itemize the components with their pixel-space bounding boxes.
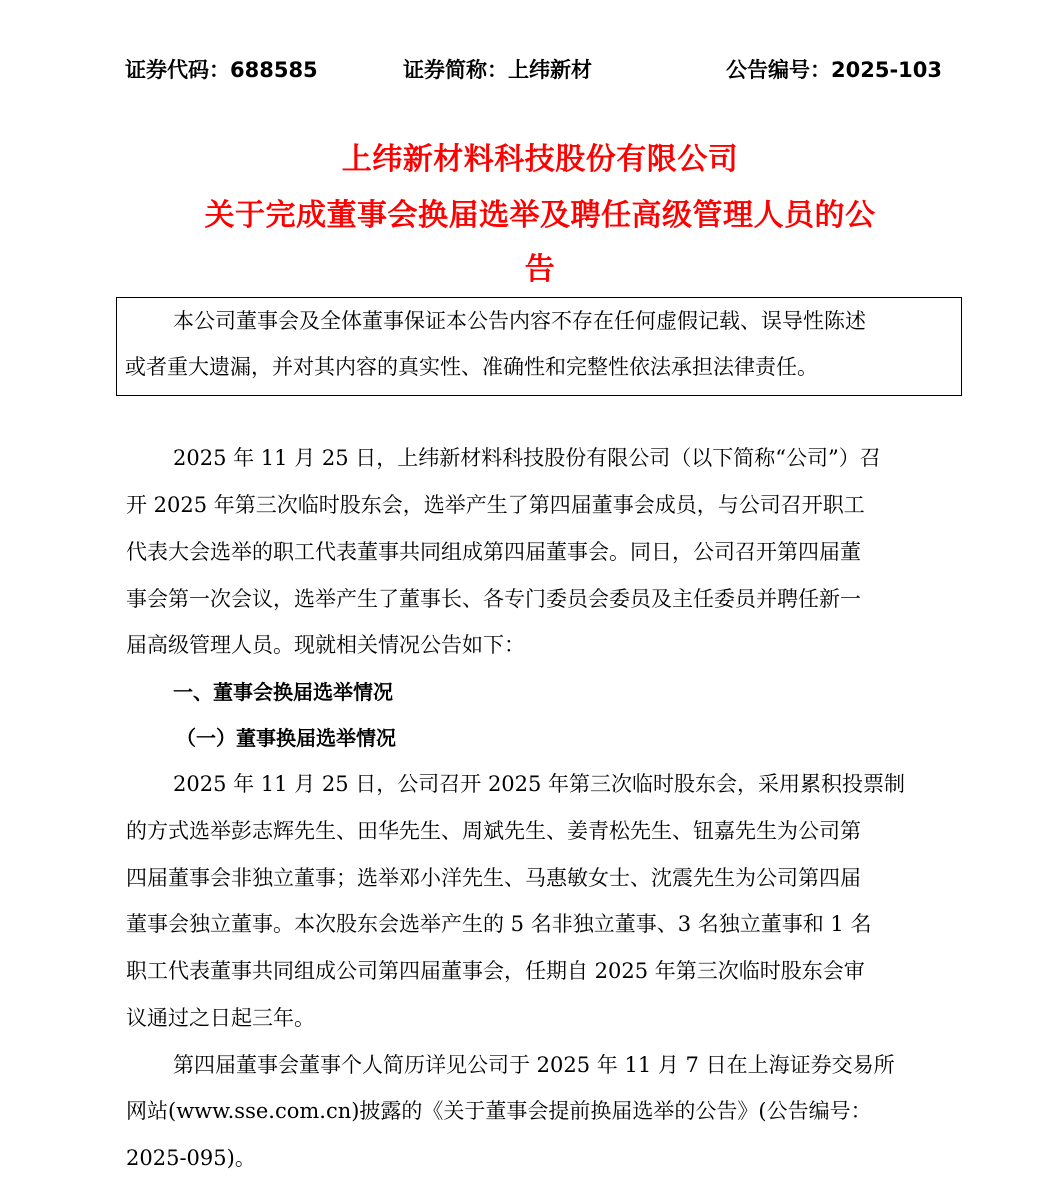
stock-code: 证券代码：688585 bbox=[125, 58, 318, 82]
stock-short-name: 证券简称：上纬新材 bbox=[403, 58, 592, 82]
intro-line: 2025 年 11 月 25 日，上纬新材料科技股份有限公司（以下简称“公司”）召 bbox=[173, 446, 881, 470]
intro-line: 开 2025 年第三次临时股东会，选举产生了第四届董事会成员，与公司召开职工 bbox=[126, 493, 865, 517]
announcement-number: 公告编号：2025-103 bbox=[726, 58, 942, 82]
body-line: 董事会独立董事。本次股东会选举产生的 5 名非独立董事、3 名独立董事和 1 名 bbox=[126, 912, 872, 936]
statement-line: 或者重大遗漏，并对其内容的真实性、准确性和完整性依法承担法律责任。 bbox=[125, 355, 818, 379]
body-line: 的方式选举彭志辉先生、田华先生、周斌先生、姜青松先生、钮嘉先生为公司第 bbox=[126, 819, 861, 843]
intro-line: 届高级管理人员。现就相关情况公告如下： bbox=[126, 633, 525, 657]
intro-line: 事会第一次会议，选举产生了董事长、各专门委员会委员及主任委员并聘任新一 bbox=[126, 587, 861, 611]
title-company: 上纬新材料科技股份有限公司 bbox=[341, 142, 739, 177]
board-guarantee-statement bbox=[116, 297, 962, 396]
title-subject-continued: 告 bbox=[524, 252, 556, 287]
subsection-heading: （一）董事换届选举情况 bbox=[176, 726, 396, 750]
body-line: 议通过之日起三年。 bbox=[126, 1006, 315, 1030]
body-line: 网站(www.sse.com.cn)披露的《关于董事会提前换届选举的公告》(公告编号： bbox=[126, 1099, 872, 1123]
body-line: 2025-095)。 bbox=[126, 1146, 256, 1170]
announcement-header bbox=[125, 54, 940, 86]
title-subject: 关于完成董事会换届选举及聘任高级管理人员的公 bbox=[204, 198, 876, 233]
body-line: 第四届董事会董事个人简历详见公司于 2025 年 11 月 7 日在上海证券交易所 bbox=[173, 1053, 895, 1077]
body-line: 职工代表董事共同组成公司第四届董事会，任期自 2025 年第三次临时股东会审 bbox=[126, 959, 865, 983]
body-line: 2025 年 11 月 25 日，公司召开 2025 年第三次临时股东会，采用累积投票制 bbox=[173, 772, 906, 796]
body-line: 四届董事会非独立董事；选举邓小洋先生、马惠敏女士、沈震先生为公司第四届 bbox=[126, 866, 861, 890]
section-heading: 一、董事会换届选举情况 bbox=[173, 680, 393, 704]
intro-line: 代表大会选举的职工代表董事共同组成第四届董事会。同日，公司召开第四届董 bbox=[126, 540, 861, 564]
statement-line: 本公司董事会及全体董事保证本公告内容不存在任何虚假记载、误导性陈述 bbox=[173, 309, 866, 333]
